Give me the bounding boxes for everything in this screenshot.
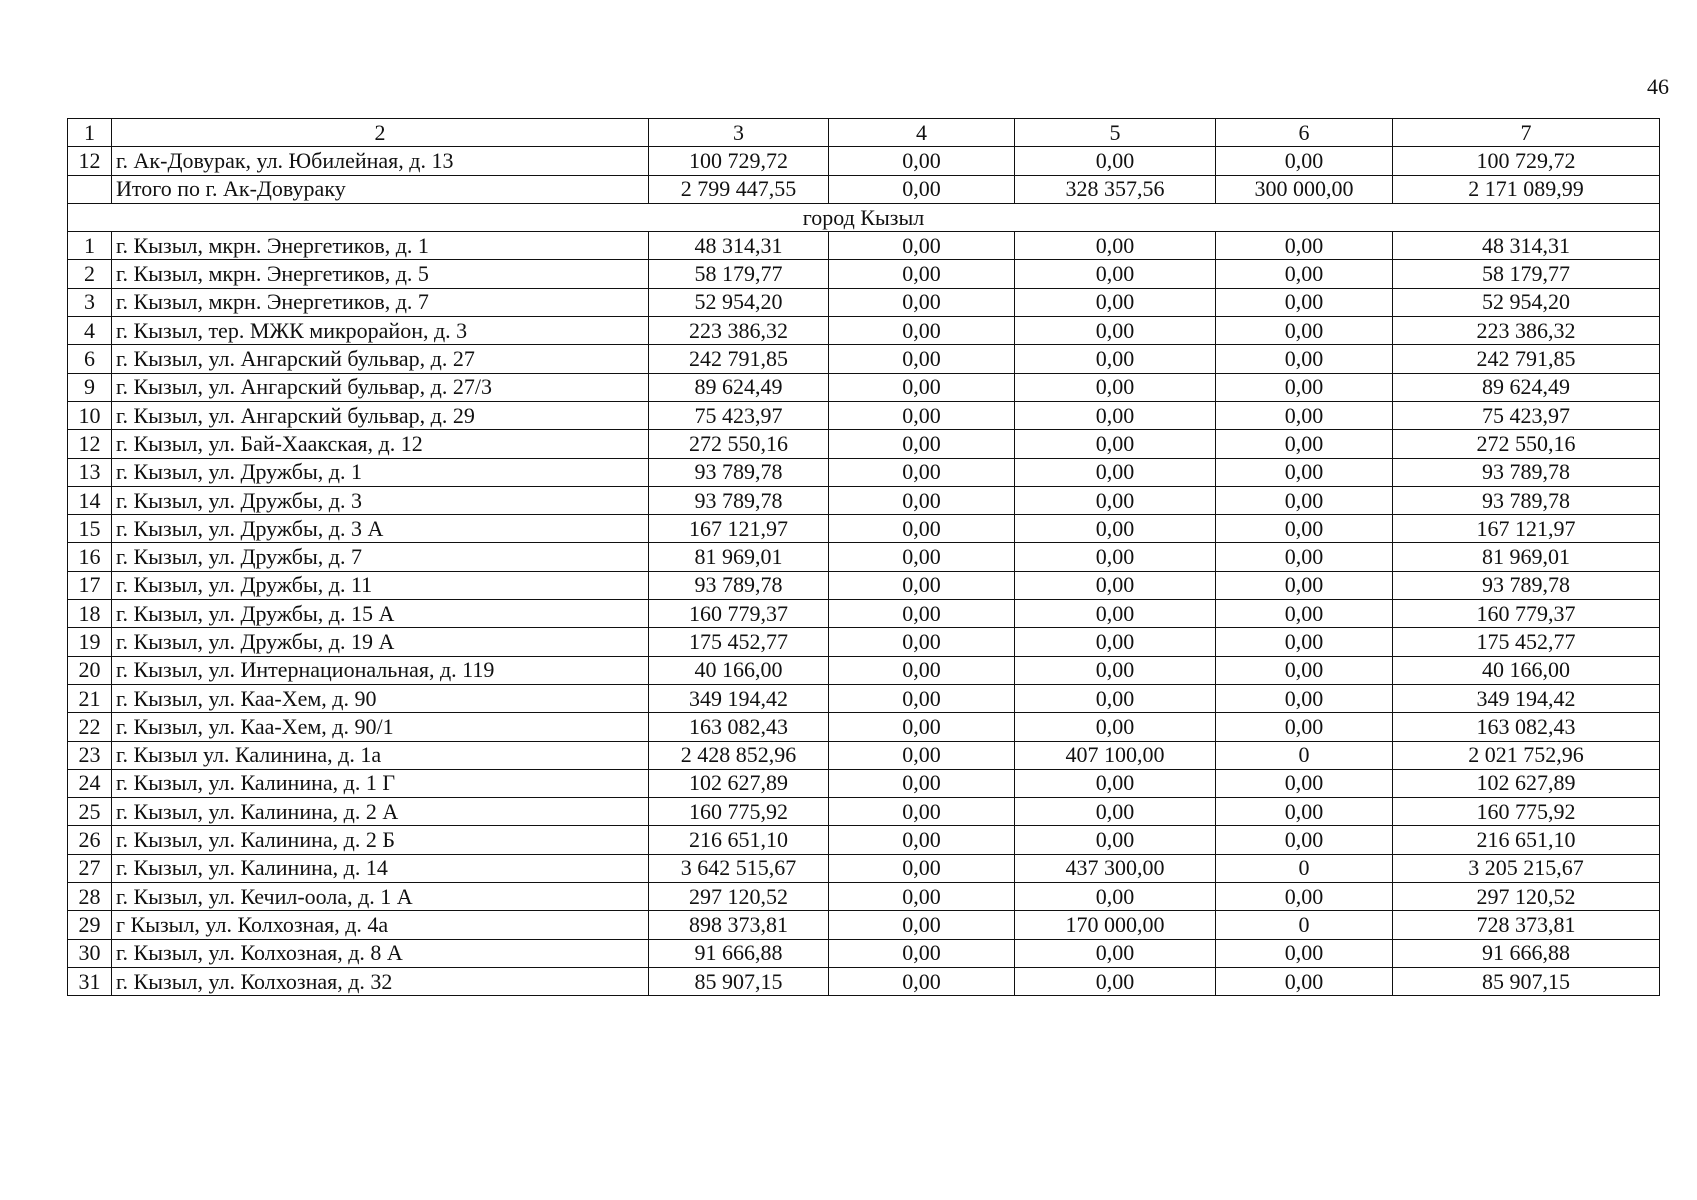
row-value-col6: 0,00 bbox=[1216, 628, 1393, 656]
row-number: 12 bbox=[68, 430, 112, 458]
row-value-col5: 0,00 bbox=[1015, 486, 1216, 514]
row-number: 1 bbox=[68, 232, 112, 260]
row-address: г. Кызыл, ул. Калинина, д. 2 А bbox=[112, 798, 649, 826]
row-number: 12 bbox=[68, 147, 112, 175]
row-value-col5: 407 100,00 bbox=[1015, 741, 1216, 769]
table-row bbox=[68, 741, 1660, 769]
row-value-col3: 163 082,43 bbox=[649, 713, 829, 741]
row-value-col5: 437 300,00 bbox=[1015, 854, 1216, 882]
row-value-col3: 89 624,49 bbox=[649, 373, 829, 401]
row-value-col7: 85 907,15 bbox=[1393, 967, 1660, 995]
row-value-col5: 0,00 bbox=[1015, 628, 1216, 656]
row-value-col4: 0,00 bbox=[829, 883, 1015, 911]
row-number: 20 bbox=[68, 656, 112, 684]
row-value-col4: 0,00 bbox=[829, 571, 1015, 599]
row-value-col3: 297 120,52 bbox=[649, 883, 829, 911]
row-value-col7: 93 789,78 bbox=[1393, 486, 1660, 514]
row-value-col5: 0,00 bbox=[1015, 430, 1216, 458]
row-value-col7: 52 954,20 bbox=[1393, 288, 1660, 316]
row-value-col6: 0,00 bbox=[1216, 430, 1393, 458]
row-address: г. Кызыл, мкрн. Энергетиков, д. 7 bbox=[112, 288, 649, 316]
row-value-col5: 0,00 bbox=[1015, 232, 1216, 260]
row-number: 9 bbox=[68, 373, 112, 401]
row-number: 17 bbox=[68, 571, 112, 599]
row-value-col4: 0,00 bbox=[829, 854, 1015, 882]
row-number: 31 bbox=[68, 967, 112, 995]
total-value-col5: 328 357,56 bbox=[1015, 175, 1216, 203]
row-address: г. Кызыл, ул. Бай-Хаакская, д. 12 bbox=[112, 430, 649, 458]
row-value-col5: 0,00 bbox=[1015, 684, 1216, 712]
row-value-col6: 0,00 bbox=[1216, 373, 1393, 401]
column-header: 5 bbox=[1015, 119, 1216, 147]
row-address: г. Кызыл, ул. Дружбы, д. 11 bbox=[112, 571, 649, 599]
row-value-col3: 242 791,85 bbox=[649, 345, 829, 373]
row-number: 30 bbox=[68, 939, 112, 967]
row-value-col7: 175 452,77 bbox=[1393, 628, 1660, 656]
row-value-col5: 0,00 bbox=[1015, 373, 1216, 401]
row-value-col6: 0,00 bbox=[1216, 769, 1393, 797]
row-value-col5: 0,00 bbox=[1015, 826, 1216, 854]
row-address: г. Кызыл, тер. МЖК микрорайон, д. 3 bbox=[112, 317, 649, 345]
row-value-col3: 272 550,16 bbox=[649, 430, 829, 458]
table-row bbox=[68, 543, 1660, 571]
row-address: г. Ак-Довурак, ул. Юбилейная, д. 13 bbox=[112, 147, 649, 175]
row-value-col4: 0,00 bbox=[829, 515, 1015, 543]
table-row bbox=[68, 656, 1660, 684]
row-value-col6: 0,00 bbox=[1216, 147, 1393, 175]
row-value-col7: 58 179,77 bbox=[1393, 260, 1660, 288]
row-value-col4: 0,00 bbox=[829, 741, 1015, 769]
row-value-col6: 0,00 bbox=[1216, 967, 1393, 995]
row-value-col7: 93 789,78 bbox=[1393, 571, 1660, 599]
row-value-col7: 349 194,42 bbox=[1393, 684, 1660, 712]
row-value-col7: 81 969,01 bbox=[1393, 543, 1660, 571]
table-row bbox=[68, 232, 1660, 260]
table-row bbox=[68, 458, 1660, 486]
row-value-col7: 89 624,49 bbox=[1393, 373, 1660, 401]
row-value-col6: 0,00 bbox=[1216, 486, 1393, 514]
table-row bbox=[68, 798, 1660, 826]
row-number: 25 bbox=[68, 798, 112, 826]
row-value-col4: 0,00 bbox=[829, 656, 1015, 684]
section-title: город Кызыл bbox=[68, 203, 1660, 231]
row-address: г. Кызыл, ул. Дружбы, д. 3 А bbox=[112, 515, 649, 543]
row-address: г. Кызыл, ул. Дружбы, д. 15 А bbox=[112, 600, 649, 628]
row-value-col3: 91 666,88 bbox=[649, 939, 829, 967]
row-value-col7: 163 082,43 bbox=[1393, 713, 1660, 741]
row-value-col7: 216 651,10 bbox=[1393, 826, 1660, 854]
row-value-col3: 93 789,78 bbox=[649, 571, 829, 599]
total-number-cell bbox=[68, 175, 112, 203]
row-value-col7: 160 775,92 bbox=[1393, 798, 1660, 826]
column-header: 4 bbox=[829, 119, 1015, 147]
table-row bbox=[68, 883, 1660, 911]
row-value-col4: 0,00 bbox=[829, 769, 1015, 797]
row-number: 13 bbox=[68, 458, 112, 486]
row-value-col6: 0,00 bbox=[1216, 317, 1393, 345]
row-value-col5: 0,00 bbox=[1015, 713, 1216, 741]
data-table bbox=[67, 118, 1660, 996]
row-number: 24 bbox=[68, 769, 112, 797]
row-value-col6: 0,00 bbox=[1216, 288, 1393, 316]
table-row bbox=[68, 430, 1660, 458]
row-value-col4: 0,00 bbox=[829, 317, 1015, 345]
row-value-col5: 0,00 bbox=[1015, 147, 1216, 175]
row-address: г. Кызыл ул. Калинина, д. 1а bbox=[112, 741, 649, 769]
row-value-col7: 100 729,72 bbox=[1393, 147, 1660, 175]
column-header: 3 bbox=[649, 119, 829, 147]
total-value-col7: 2 171 089,99 bbox=[1393, 175, 1660, 203]
row-value-col4: 0,00 bbox=[829, 798, 1015, 826]
row-value-col6: 0,00 bbox=[1216, 543, 1393, 571]
section-row bbox=[68, 203, 1660, 231]
row-value-col4: 0,00 bbox=[829, 911, 1015, 939]
page-number: 46 bbox=[1647, 74, 1669, 99]
row-value-col7: 2 021 752,96 bbox=[1393, 741, 1660, 769]
row-value-col7: 242 791,85 bbox=[1393, 345, 1660, 373]
row-value-col5: 0,00 bbox=[1015, 769, 1216, 797]
row-value-col3: 2 428 852,96 bbox=[649, 741, 829, 769]
row-value-col4: 0,00 bbox=[829, 147, 1015, 175]
row-value-col3: 3 642 515,67 bbox=[649, 854, 829, 882]
row-value-col4: 0,00 bbox=[829, 232, 1015, 260]
total-value-col4: 0,00 bbox=[829, 175, 1015, 203]
row-number: 19 bbox=[68, 628, 112, 656]
row-value-col5: 0,00 bbox=[1015, 798, 1216, 826]
row-value-col6: 0 bbox=[1216, 741, 1393, 769]
row-value-col3: 40 166,00 bbox=[649, 656, 829, 684]
row-value-col5: 0,00 bbox=[1015, 571, 1216, 599]
table-row bbox=[68, 600, 1660, 628]
row-value-col7: 167 121,97 bbox=[1393, 515, 1660, 543]
row-address: г. Кызыл, ул. Интернациональная, д. 119 bbox=[112, 656, 649, 684]
row-value-col3: 52 954,20 bbox=[649, 288, 829, 316]
row-value-col4: 0,00 bbox=[829, 600, 1015, 628]
row-value-col5: 0,00 bbox=[1015, 458, 1216, 486]
column-header: 2 bbox=[112, 119, 649, 147]
row-number: 22 bbox=[68, 713, 112, 741]
row-number: 18 bbox=[68, 600, 112, 628]
row-value-col6: 0,00 bbox=[1216, 401, 1393, 429]
row-value-col3: 160 775,92 bbox=[649, 798, 829, 826]
row-value-col5: 0,00 bbox=[1015, 345, 1216, 373]
row-value-col5: 0,00 bbox=[1015, 288, 1216, 316]
row-value-col6: 0,00 bbox=[1216, 600, 1393, 628]
row-value-col4: 0,00 bbox=[829, 486, 1015, 514]
total-value-col3: 2 799 447,55 bbox=[649, 175, 829, 203]
row-value-col7: 272 550,16 bbox=[1393, 430, 1660, 458]
table-row bbox=[68, 713, 1660, 741]
row-value-col6: 0,00 bbox=[1216, 656, 1393, 684]
total-row bbox=[68, 175, 1660, 203]
row-address: г. Кызыл, ул. Ангарский бульвар, д. 29 bbox=[112, 401, 649, 429]
row-value-col6: 0,00 bbox=[1216, 345, 1393, 373]
row-address: г. Кызыл, ул. Ангарский бульвар, д. 27 bbox=[112, 345, 649, 373]
row-number: 26 bbox=[68, 826, 112, 854]
table-row bbox=[68, 684, 1660, 712]
row-value-col3: 102 627,89 bbox=[649, 769, 829, 797]
row-value-col4: 0,00 bbox=[829, 345, 1015, 373]
row-value-col6: 0,00 bbox=[1216, 684, 1393, 712]
row-value-col7: 48 314,31 bbox=[1393, 232, 1660, 260]
row-value-col6: 0,00 bbox=[1216, 713, 1393, 741]
row-value-col6: 0,00 bbox=[1216, 515, 1393, 543]
row-value-col5: 0,00 bbox=[1015, 515, 1216, 543]
row-value-col6: 0,00 bbox=[1216, 826, 1393, 854]
row-address: г. Кызыл, ул. Колхозная, д. 8 А bbox=[112, 939, 649, 967]
row-value-col3: 100 729,72 bbox=[649, 147, 829, 175]
row-value-col7: 102 627,89 bbox=[1393, 769, 1660, 797]
row-value-col7: 93 789,78 bbox=[1393, 458, 1660, 486]
row-value-col4: 0,00 bbox=[829, 288, 1015, 316]
row-value-col3: 167 121,97 bbox=[649, 515, 829, 543]
row-value-col6: 0,00 bbox=[1216, 458, 1393, 486]
total-label: Итого по г. Ак-Довураку bbox=[112, 175, 649, 203]
row-value-col5: 170 000,00 bbox=[1015, 911, 1216, 939]
row-number: 2 bbox=[68, 260, 112, 288]
row-number: 3 bbox=[68, 288, 112, 316]
row-address: г. Кызыл, ул. Дружбы, д. 3 bbox=[112, 486, 649, 514]
row-value-col3: 223 386,32 bbox=[649, 317, 829, 345]
row-value-col6: 0,00 bbox=[1216, 260, 1393, 288]
row-value-col3: 349 194,42 bbox=[649, 684, 829, 712]
row-value-col6: 0,00 bbox=[1216, 571, 1393, 599]
row-value-col4: 0,00 bbox=[829, 826, 1015, 854]
row-value-col4: 0,00 bbox=[829, 628, 1015, 656]
row-value-col6: 0,00 bbox=[1216, 883, 1393, 911]
row-value-col4: 0,00 bbox=[829, 684, 1015, 712]
row-value-col7: 40 166,00 bbox=[1393, 656, 1660, 684]
table-row bbox=[68, 317, 1660, 345]
row-value-col4: 0,00 bbox=[829, 458, 1015, 486]
table-row bbox=[68, 911, 1660, 939]
row-value-col7: 91 666,88 bbox=[1393, 939, 1660, 967]
row-number: 29 bbox=[68, 911, 112, 939]
row-value-col3: 48 314,31 bbox=[649, 232, 829, 260]
row-value-col6: 0 bbox=[1216, 911, 1393, 939]
column-header: 6 bbox=[1216, 119, 1393, 147]
table-row bbox=[68, 939, 1660, 967]
row-number: 6 bbox=[68, 345, 112, 373]
row-address: г Кызыл, ул. Колхозная, д. 4а bbox=[112, 911, 649, 939]
row-number: 27 bbox=[68, 854, 112, 882]
row-value-col3: 93 789,78 bbox=[649, 458, 829, 486]
row-value-col4: 0,00 bbox=[829, 430, 1015, 458]
row-value-col5: 0,00 bbox=[1015, 401, 1216, 429]
column-header: 1 bbox=[68, 119, 112, 147]
row-number: 4 bbox=[68, 317, 112, 345]
row-value-col4: 0,00 bbox=[829, 373, 1015, 401]
table-row bbox=[68, 628, 1660, 656]
row-address: г. Кызыл, ул. Дружбы, д. 7 bbox=[112, 543, 649, 571]
row-value-col4: 0,00 bbox=[829, 260, 1015, 288]
table-row bbox=[68, 515, 1660, 543]
row-value-col3: 85 907,15 bbox=[649, 967, 829, 995]
row-value-col5: 0,00 bbox=[1015, 600, 1216, 628]
row-address: г. Кызыл, ул. Калинина, д. 2 Б bbox=[112, 826, 649, 854]
row-address: г. Кызыл, ул. Дружбы, д. 19 А bbox=[112, 628, 649, 656]
row-number: 23 bbox=[68, 741, 112, 769]
row-address: г. Кызыл, мкрн. Энергетиков, д. 1 bbox=[112, 232, 649, 260]
row-number: 21 bbox=[68, 684, 112, 712]
table-row bbox=[68, 769, 1660, 797]
row-value-col6: 0,00 bbox=[1216, 232, 1393, 260]
row-value-col4: 0,00 bbox=[829, 967, 1015, 995]
table-row bbox=[68, 854, 1660, 882]
row-value-col5: 0,00 bbox=[1015, 260, 1216, 288]
row-value-col7: 297 120,52 bbox=[1393, 883, 1660, 911]
table-row bbox=[68, 401, 1660, 429]
table-row bbox=[68, 345, 1660, 373]
row-value-col5: 0,00 bbox=[1015, 939, 1216, 967]
row-value-col3: 58 179,77 bbox=[649, 260, 829, 288]
column-header: 7 bbox=[1393, 119, 1660, 147]
row-value-col5: 0,00 bbox=[1015, 317, 1216, 345]
row-value-col5: 0,00 bbox=[1015, 967, 1216, 995]
row-value-col3: 81 969,01 bbox=[649, 543, 829, 571]
row-address: г. Кызыл, ул. Ангарский бульвар, д. 27/3 bbox=[112, 373, 649, 401]
row-address: г. Кызыл, мкрн. Энергетиков, д. 5 bbox=[112, 260, 649, 288]
row-value-col3: 216 651,10 bbox=[649, 826, 829, 854]
row-value-col6: 0,00 bbox=[1216, 939, 1393, 967]
row-value-col4: 0,00 bbox=[829, 713, 1015, 741]
table-row bbox=[68, 260, 1660, 288]
table-row bbox=[68, 147, 1660, 175]
row-address: г. Кызыл, ул. Каа-Хем, д. 90/1 bbox=[112, 713, 649, 741]
row-value-col7: 223 386,32 bbox=[1393, 317, 1660, 345]
row-address: г. Кызыл, ул. Калинина, д. 14 bbox=[112, 854, 649, 882]
row-value-col3: 160 779,37 bbox=[649, 600, 829, 628]
row-value-col7: 3 205 215,67 bbox=[1393, 854, 1660, 882]
table-row bbox=[68, 571, 1660, 599]
table-row bbox=[68, 486, 1660, 514]
row-value-col6: 0 bbox=[1216, 854, 1393, 882]
row-value-col7: 728 373,81 bbox=[1393, 911, 1660, 939]
row-value-col5: 0,00 bbox=[1015, 883, 1216, 911]
row-value-col5: 0,00 bbox=[1015, 543, 1216, 571]
header-row bbox=[68, 119, 1660, 147]
table-row bbox=[68, 967, 1660, 995]
row-value-col4: 0,00 bbox=[829, 543, 1015, 571]
row-number: 14 bbox=[68, 486, 112, 514]
total-value-col6: 300 000,00 bbox=[1216, 175, 1393, 203]
row-address: г. Кызыл, ул. Кечил-оола, д. 1 А bbox=[112, 883, 649, 911]
row-value-col3: 93 789,78 bbox=[649, 486, 829, 514]
row-value-col5: 0,00 bbox=[1015, 656, 1216, 684]
row-number: 16 bbox=[68, 543, 112, 571]
row-value-col3: 175 452,77 bbox=[649, 628, 829, 656]
table-row bbox=[68, 373, 1660, 401]
row-address: г. Кызыл, ул. Колхозная, д. 32 bbox=[112, 967, 649, 995]
table-row bbox=[68, 288, 1660, 316]
row-value-col4: 0,00 bbox=[829, 401, 1015, 429]
row-value-col4: 0,00 bbox=[829, 939, 1015, 967]
row-value-col7: 75 423,97 bbox=[1393, 401, 1660, 429]
row-value-col3: 898 373,81 bbox=[649, 911, 829, 939]
row-address: г. Кызыл, ул. Каа-Хем, д. 90 bbox=[112, 684, 649, 712]
row-address: г. Кызыл, ул. Дружбы, д. 1 bbox=[112, 458, 649, 486]
table-row bbox=[68, 826, 1660, 854]
row-value-col6: 0,00 bbox=[1216, 798, 1393, 826]
row-number: 15 bbox=[68, 515, 112, 543]
row-number: 28 bbox=[68, 883, 112, 911]
row-value-col7: 160 779,37 bbox=[1393, 600, 1660, 628]
row-value-col3: 75 423,97 bbox=[649, 401, 829, 429]
row-number: 10 bbox=[68, 401, 112, 429]
row-address: г. Кызыл, ул. Калинина, д. 1 Г bbox=[112, 769, 649, 797]
